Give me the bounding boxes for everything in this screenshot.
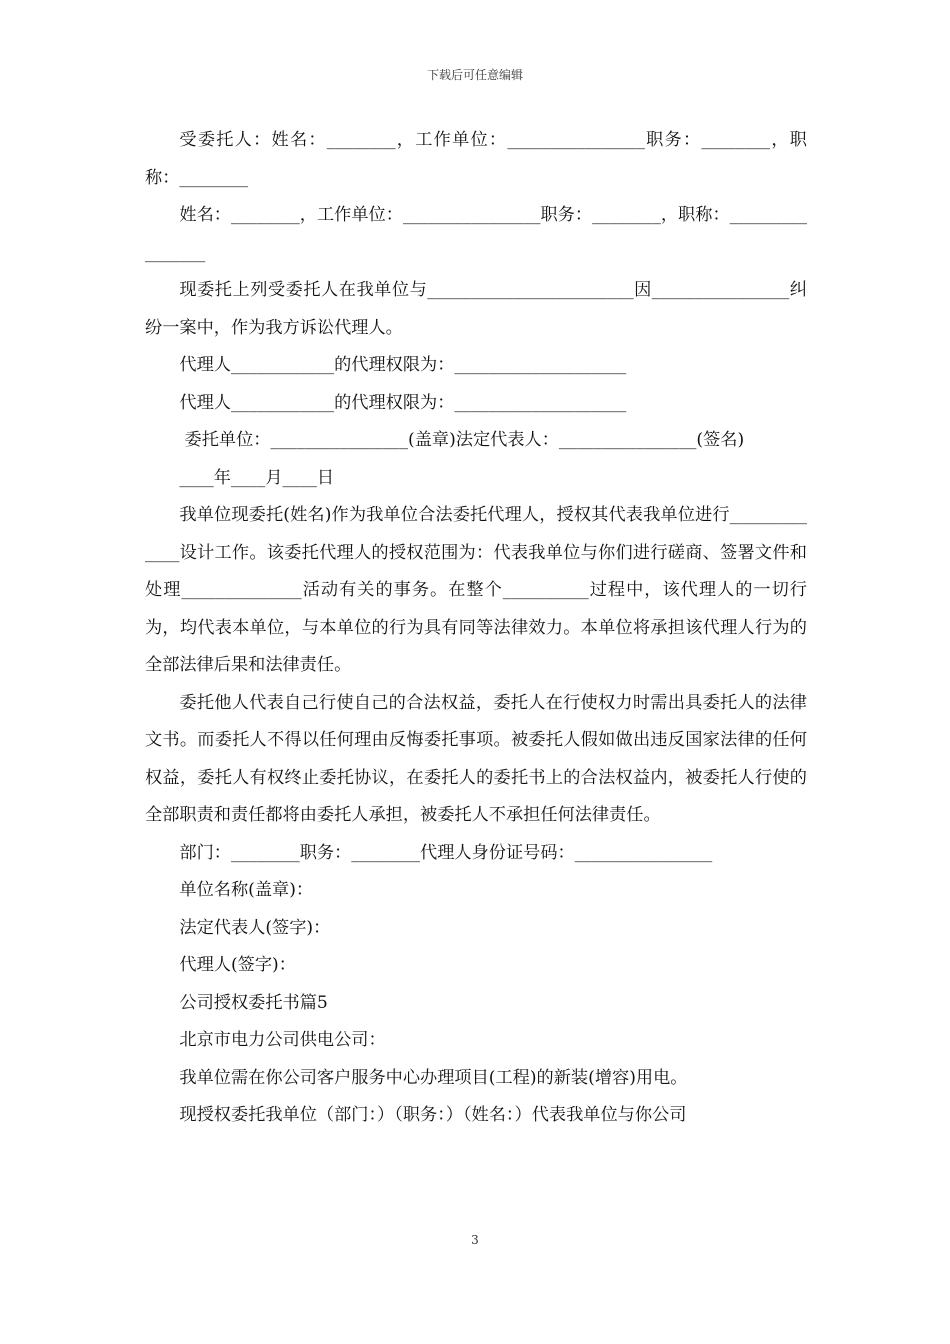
paragraph-entrusting-unit: 委托单位：________________(盖章)法定代表人：________________(签名) [184,430,745,450]
section-title: 公司授权委托书篇5 [179,992,328,1013]
paragraph-trustee-1: 受委托人：姓名：________，工作单位：________________职务：________，职称：________ [145,130,807,188]
paragraph-date: ____年____月____日 [179,467,335,488]
page-header-note: 下载后可任意编辑 [426,68,523,82]
paragraph-agent-sign: 代理人(签字)： [179,955,296,975]
paragraph-legal-rep-sign: 法定代表人(签字)： [179,917,331,938]
paragraph-authorization-scope: 我单位现委托(姓名)作为我单位合法委托代理人，授权其代表我单位进行_____________设计工作。该委托代理人的授权范围为：代表我单位与你们进行磋商、签署文件和处理______________活动有关的事务。在整个__________过程中，该代理人的一切行为，均代表本单位，与本单位的行为具有同等法律效力。本单位将承担该代理人行为的全部法律后果和法律责任。 [145,505,807,675]
paragraph-unit-seal: 单位名称(盖章)： [179,880,314,900]
paragraph-addressee: 北京市电力公司供电公司： [179,1030,386,1050]
paragraph-power-request: 我单位需在你公司客户服务中心办理项目(工程)的新装(增容)用电。 [179,1067,688,1088]
page-number: 3 [471,1233,479,1247]
paragraph-authorize-rep: 现授权委托我单位（部门：）（职务：）（姓名：）代表我单位与你公司 [179,1105,687,1125]
document-body [145,122,807,1135]
paragraph-legal-note: 委托他人代表自己行使自己的合法权益，委托人在行使权力时需出具委托人的法律文书。而委托人不得以任何理由反悔委托事项。被委托人假如做出违反国家法律的任何权益，委托人有权终止委托协议，在委托人的委托书上的合法权益内，被委托人行使的全部职责和责任都将由委托人承担，被委托人不承担任何法律责任。 [145,692,807,825]
paragraph-agent-authority-1: 代理人____________的代理权限为：____________________ [179,355,627,375]
paragraph-entrust-litigation: 现委托上列受委托人在我单位与________________________因________________纠纷一案中，作为我方诉讼代理人。 [145,280,807,338]
paragraph-department-fields: 部门：________职务：________代理人身份证号码：________________ [179,842,713,863]
paragraph-trustee-2: 姓名：________，工作单位：________________职务：________，职称：________________ [145,205,807,263]
paragraph-agent-authority-2: 代理人____________的代理权限为：____________________ [179,392,627,413]
